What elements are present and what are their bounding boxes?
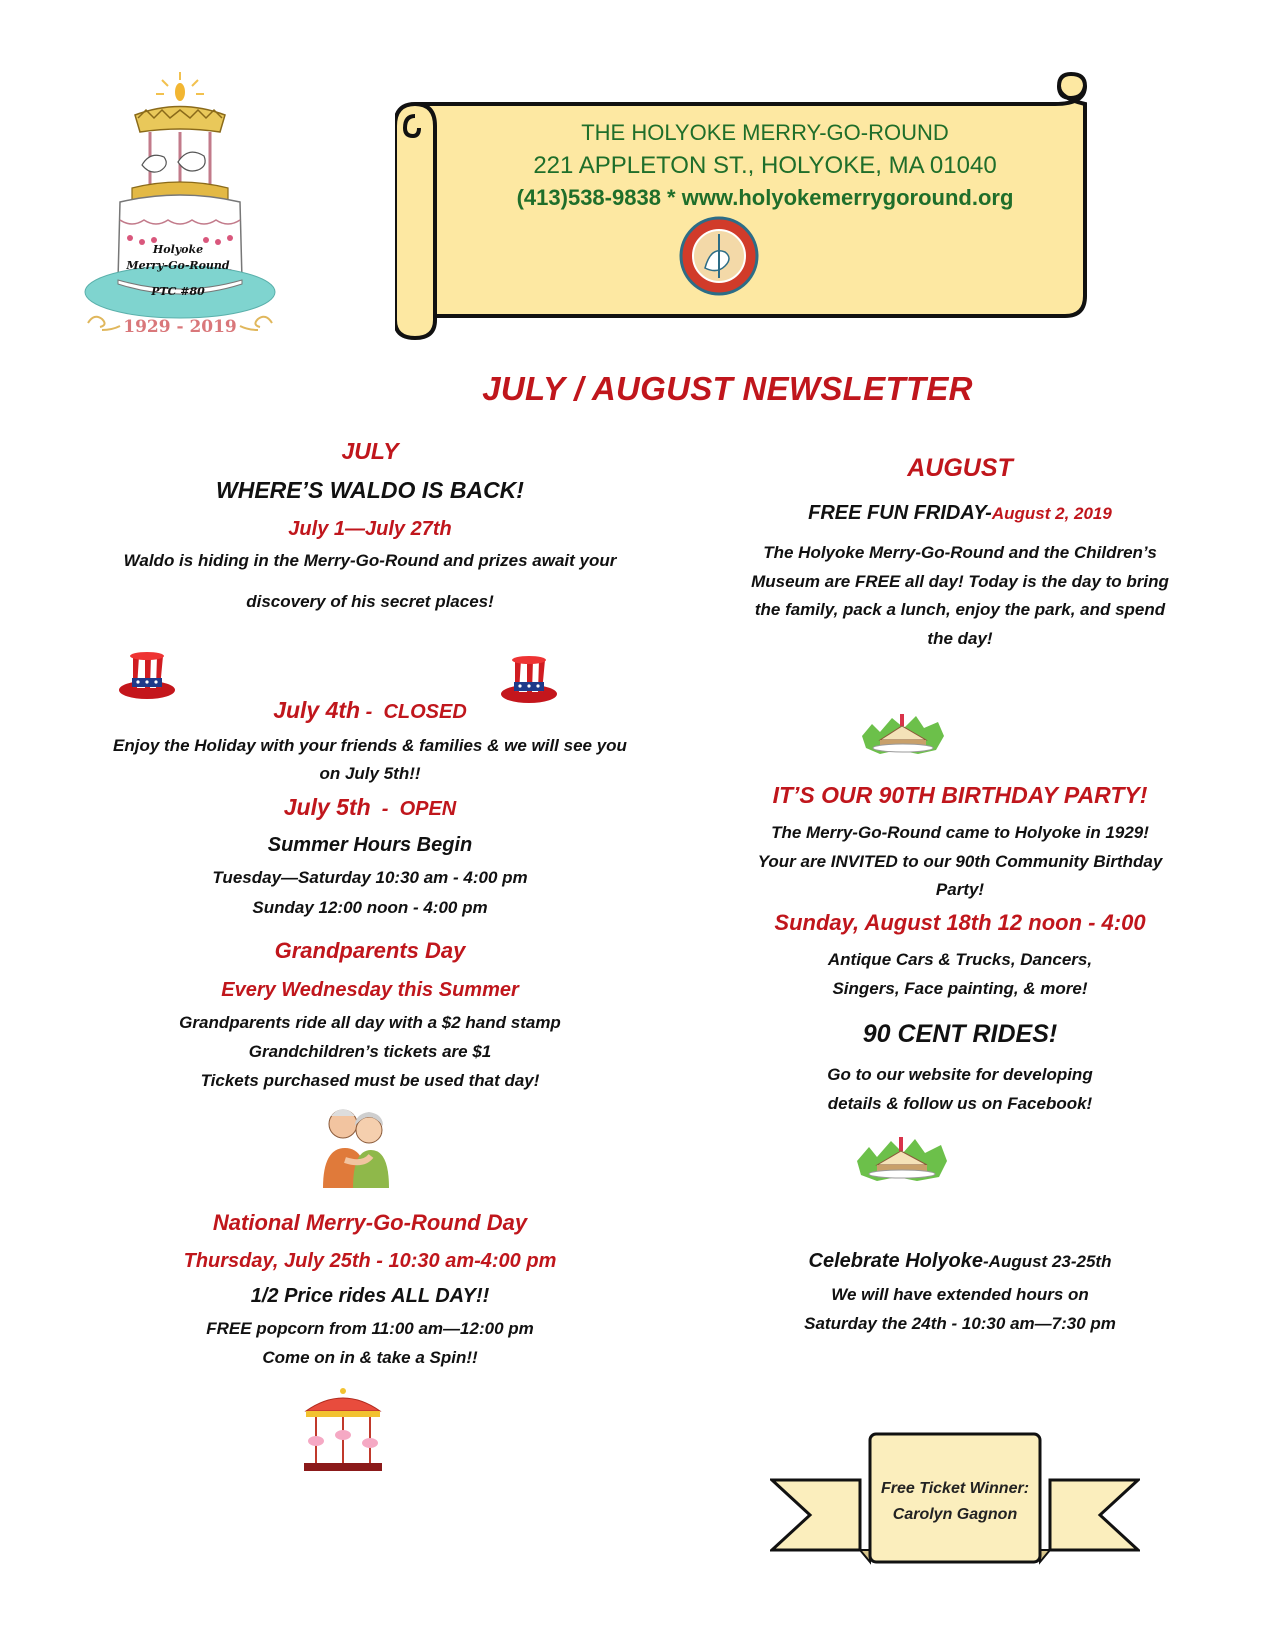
waldo-text-2: discovery of his secret places! <box>246 592 494 611</box>
closed-date: July 4th <box>273 697 361 723</box>
free-ticket-winner-banner <box>770 1430 1140 1570</box>
national-mgr-day-date: Thursday, July 25th - 10:30 am-4:00 pm <box>183 1250 557 1272</box>
free-fun-friday-text-3: the family, pack a lunch, enjoy the park, and spend <box>754 600 1166 619</box>
grandparents-text-3: Tickets purchased must be used that day! <box>200 1071 540 1090</box>
birthday-text-5: Singers, Face painting, & more! <box>832 979 1088 998</box>
national-mgr-day-deal: 1/2 Price rides ALL DAY!! <box>250 1285 490 1307</box>
celebrate-text-1: We will have extended hours on <box>831 1285 1089 1304</box>
july-4th-line <box>70 697 670 724</box>
grandparents-couple-icon <box>315 1100 395 1188</box>
free-ticket-winner-name: Carolyn Gagnon <box>892 1506 1018 1523</box>
free-fun-friday-date: August 2, 2019 <box>991 504 1112 523</box>
header-org-name: THE HOLYOKE MERRY-GO-ROUND <box>581 120 949 145</box>
waldo-text-1: Waldo is hiding in the Merry-Go-Round and prizes await your <box>123 551 617 570</box>
header-address: 221 APPLETON ST., HOLYOKE, MA 01040 <box>533 152 997 179</box>
free-fun-friday-title: FREE FUN FRIDAY- <box>808 502 992 524</box>
carousel-icon <box>300 1385 386 1475</box>
closed-status: CLOSED <box>383 701 467 723</box>
summer-hours-2: Sunday 12:00 noon - 4:00 pm <box>252 898 488 917</box>
summer-hours-title: Summer Hours Begin <box>267 834 473 856</box>
newsletter-title: JULY / AUGUST NEWSLETTER <box>482 370 973 407</box>
july-heading: JULY <box>341 438 399 464</box>
grandparents-title: Grandparents Day <box>274 938 466 963</box>
header-contact: (413)538-9838 * www.holyokemerrygoround.org <box>516 185 1014 210</box>
celebrate-holyoke-title: Celebrate Holyoke <box>808 1250 984 1272</box>
free-fun-friday-text-2: Museum are FREE all day! Today is the day to bring <box>751 572 1169 591</box>
national-mgr-day-text-2: Come on in & take a Spin!! <box>262 1348 478 1367</box>
website-text-2: details & follow us on Facebook! <box>827 1094 1093 1113</box>
august-column <box>685 0 1235 1650</box>
birthday-cake-icon <box>853 1133 951 1185</box>
ninety-cent-rides: 90 CENT RIDES! <box>862 1020 1058 1048</box>
closed-text-1: Enjoy the Holiday with your friends & families & we will see you <box>113 736 627 755</box>
waldo-title: WHERE’S WALDO IS BACK! <box>216 477 524 503</box>
open-separator: - <box>370 798 400 820</box>
open-date: July 5th <box>283 794 371 820</box>
logo-text-merry-go-round: Merry-Go-Round <box>126 259 230 272</box>
birthday-text-3: Party! <box>935 880 985 899</box>
birthday-text-2: Your are INVITED to our 90th Community Birthday <box>757 852 1163 871</box>
grandparents-text-2: Grandchildren’s tickets are $1 <box>248 1042 492 1061</box>
uncle-sam-hat-icon <box>118 648 176 700</box>
logo-text-holyoke: Holyoke <box>152 243 204 256</box>
national-mgr-day-text-1: FREE popcorn from 11:00 am—12:00 pm <box>206 1319 534 1338</box>
celebrate-holyoke-date: -August 23-25th <box>983 1252 1112 1271</box>
national-mgr-day-title: National Merry-Go-Round Day <box>212 1210 528 1235</box>
closed-separator: - <box>360 701 384 723</box>
celebrate-text-2: Saturday the 24th - 10:30 am—7:30 pm <box>804 1314 1116 1333</box>
birthday-date: Sunday, August 18th 12 noon - 4:00 <box>774 910 1146 935</box>
birthday-text-1: The Merry-Go-Round came to Holyoke in 1929! <box>771 823 1149 842</box>
grandparents-subtitle: Every Wednesday this Summer <box>221 979 519 1001</box>
closed-text-2: on July 5th!! <box>319 764 421 783</box>
august-heading: AUGUST <box>907 454 1013 482</box>
birthday-party-title: IT’S OUR 90TH BIRTHDAY PARTY! <box>772 782 1148 808</box>
birthday-cake-icon <box>858 710 948 758</box>
grandparents-text-1: Grandparents ride all day with a $2 hand stamp <box>179 1013 561 1032</box>
celebrate-holyoke-line <box>685 1250 1235 1273</box>
logo-text-ptc: PTC #80 <box>151 285 205 298</box>
logo-years: 1929 - 2019 <box>123 317 237 337</box>
free-ticket-winner-label: Free Ticket Winner: <box>880 1480 1030 1497</box>
free-fun-friday-text-1: The Holyoke Merry-Go-Round and the Children’s <box>763 543 1157 562</box>
july-5th-line <box>70 794 670 821</box>
summer-hours-1: Tuesday—Saturday 10:30 am - 4:00 pm <box>212 868 528 887</box>
open-status: OPEN <box>399 798 457 820</box>
birthday-text-4: Antique Cars & Trucks, Dancers, <box>827 950 1093 969</box>
uncle-sam-hat-icon <box>500 652 558 704</box>
free-fun-friday-line <box>685 502 1235 525</box>
waldo-dates: July 1—July 27th <box>288 518 452 540</box>
free-fun-friday-text-4: the day! <box>927 629 993 648</box>
website-text-1: Go to our website for developing <box>827 1065 1093 1084</box>
